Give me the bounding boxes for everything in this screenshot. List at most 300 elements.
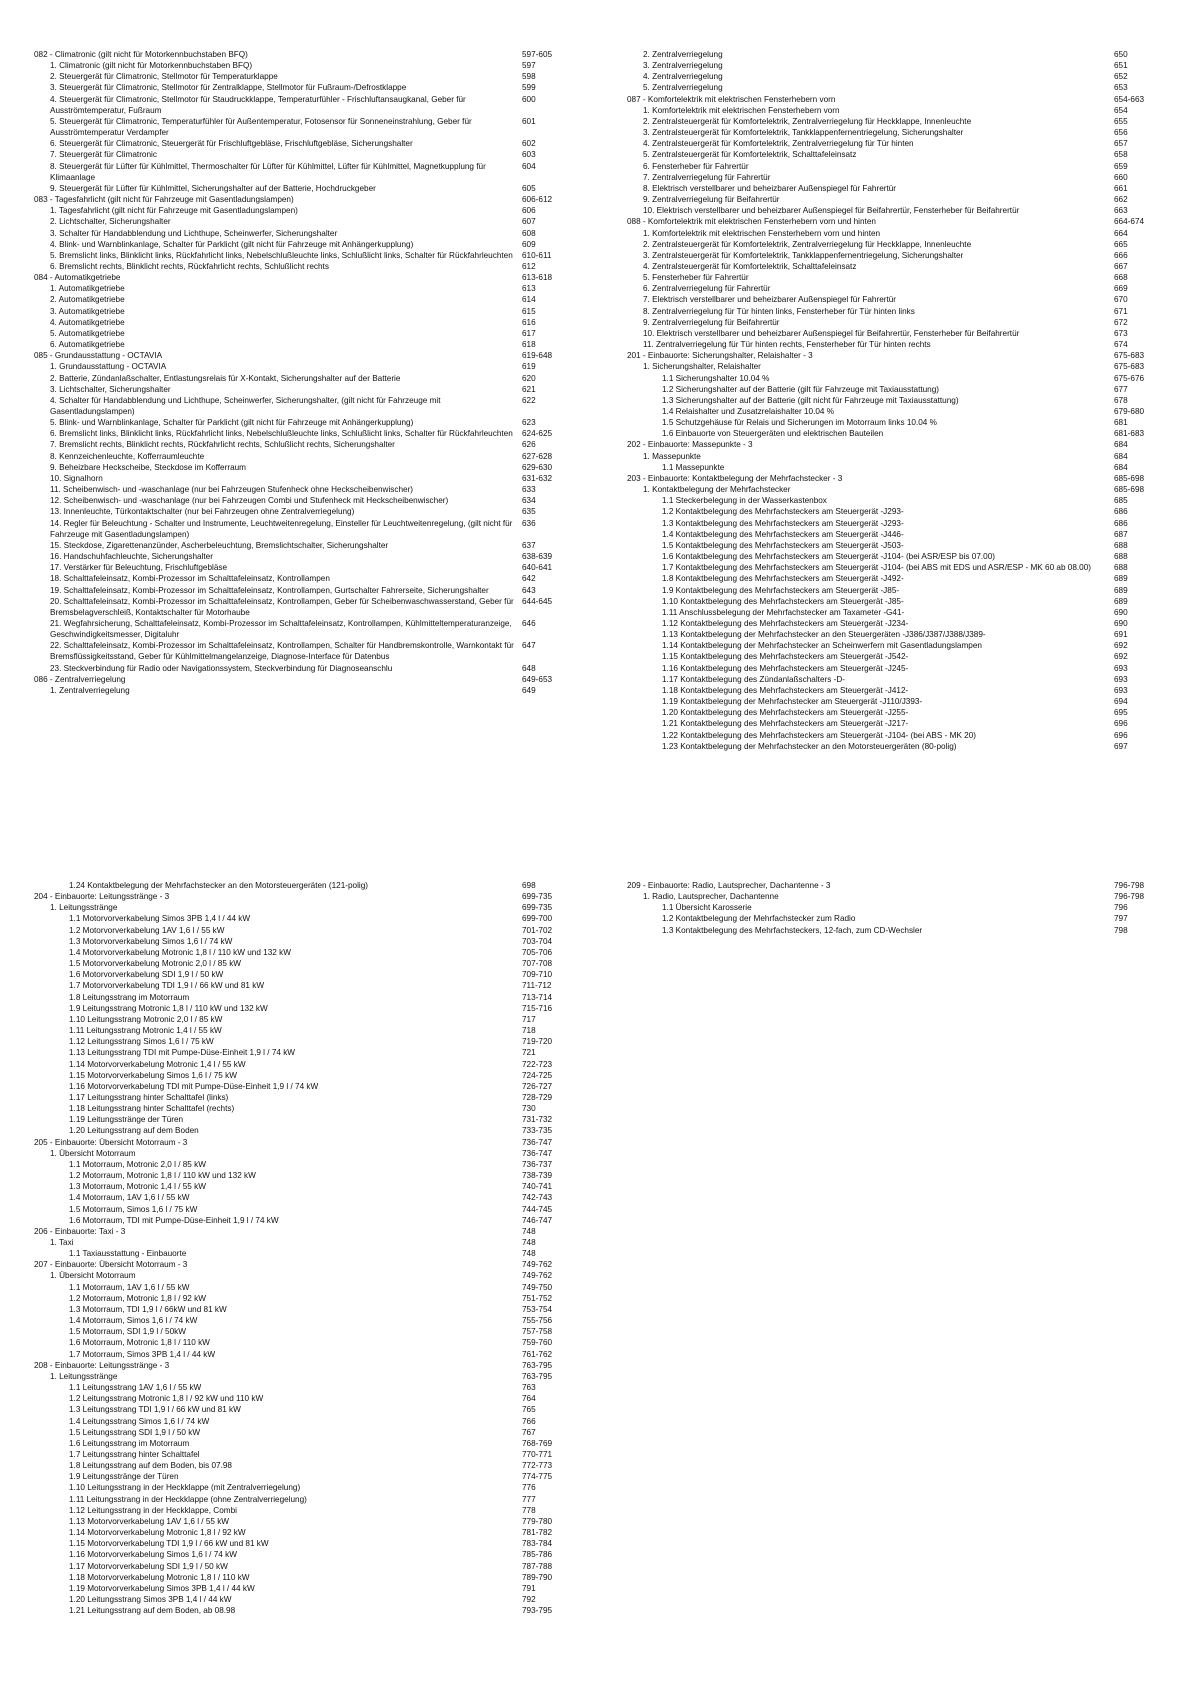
toc-entry-title: 1.21 Leitungsstrang auf dem Boden, ab 08.98 xyxy=(69,1606,236,1616)
toc-entry-title: 1.3 Motorvorverkabelung Simos 1,6 l / 74 kW xyxy=(69,936,233,946)
toc-entry-pages: 653 xyxy=(1114,83,1128,93)
toc-entry-title: 1.18 Leitungsstrang hinter Schalttafel (rechts) xyxy=(69,1104,235,1114)
toc-entry-pages: 797 xyxy=(1114,914,1128,924)
toc-entry-title: 1.10 Kontaktbelegung des Mehrfachsteckers am Steuergerät -J85- xyxy=(662,596,904,606)
toc-entry-row xyxy=(34,1282,564,1293)
toc-entry-pages: 654 xyxy=(1114,105,1128,115)
toc-entry-row xyxy=(627,317,1157,328)
toc-entry-title: 1.16 Motorvorverkabelung TDI mit Pumpe-Düse-Einheit 1,9 l / 74 kW xyxy=(69,1081,319,1091)
toc-entry-title: 1.3 Sicherungshalter auf der Batterie (gilt nicht für Fahrzeuge mit Taxiausstattung) xyxy=(662,395,959,405)
toc-entry-row xyxy=(34,540,564,551)
toc-entry-pages: 612 xyxy=(522,261,536,271)
toc-entry-pages: 665 xyxy=(1114,239,1128,249)
toc-entry-row xyxy=(627,306,1157,317)
toc-entry-title: 6. Bremslicht links, Blinklicht links, Rückfahrlicht links, Nebelschlußleuchte links, Schlußlicht links, Schalter für Rückfahrleuchten xyxy=(50,429,513,439)
toc-entry-pages: 618 xyxy=(522,340,536,350)
toc-entry-pages: 626 xyxy=(522,440,536,450)
toc-entry-row xyxy=(34,1438,564,1449)
toc-entry-title: 1.10 Leitungsstrang in der Heckklappe (mit Zentralverriegelung) xyxy=(69,1483,301,1493)
toc-entry-title: 1.19 Kontaktbelegung der Mehrfachstecker am Steuergerät -J110/J393- xyxy=(662,697,923,707)
toc-entry-title: 1.4 Leitungsstrang Simos 1,6 l / 74 kW xyxy=(69,1416,210,1426)
toc-entry-pages: 603 xyxy=(522,150,536,160)
toc-entry-row xyxy=(34,1505,564,1516)
toc-entry-pages: 738-739 xyxy=(522,1171,553,1181)
toc-entry-title: 1.14 Motorvorverkabelung Motronic 1,4 l / 55 kW xyxy=(69,1059,246,1069)
toc-entry-row xyxy=(34,1337,564,1348)
toc-entry-title: 084 - Automatikgetriebe xyxy=(34,273,121,283)
toc-entry-pages: 661 xyxy=(1114,183,1128,193)
toc-entry-pages: 627-628 xyxy=(522,451,553,461)
toc-entry-pages: 654-663 xyxy=(1114,94,1145,104)
toc-entry-title: 1.7 Motorvorverkabelung TDI 1,9 l / 66 kW und 81 kW xyxy=(69,981,265,991)
toc-entry-title: 1. Taxi xyxy=(50,1238,74,1247)
toc-entry-pages: 751-752 xyxy=(522,1293,553,1303)
toc-entry-title: 087 - Komfortelektrik mit elektrischen Fensterhebern vorn xyxy=(627,94,836,104)
toc-entry-title: 1.3 Motorraum, Motronic 1,4 l / 55 kW xyxy=(69,1182,206,1192)
toc-entry-title: 1.1 Leitungsstrang 1AV 1,6 l / 55 kW xyxy=(69,1383,202,1393)
toc-entry-pages: 764 xyxy=(522,1394,536,1404)
toc-entry-title: 1.11 Anschlussbelegung der Mehrfachstecker am Taxameter -G41- xyxy=(662,607,905,617)
toc-entry-row xyxy=(34,1293,564,1304)
toc-entry-pages: 635 xyxy=(522,507,536,517)
toc-entry-row xyxy=(627,718,1157,729)
toc-entry-title: 23. Steckverbindung für Radio oder Navigationssystem, Steckverbindung für Diagnoseanschlu xyxy=(50,663,393,673)
toc-entry-pages: 664-674 xyxy=(1114,217,1145,227)
toc-entry-pages: 763 xyxy=(522,1383,536,1393)
toc-entry-row xyxy=(627,194,1157,205)
toc-entry-row xyxy=(34,1114,564,1125)
toc-entry-row xyxy=(627,596,1157,607)
toc-entry-pages: 721 xyxy=(522,1048,536,1058)
toc-entry-row xyxy=(627,239,1157,250)
toc-entry-title: 1.5 Motorraum, Simos 1,6 l / 75 kW xyxy=(69,1204,198,1214)
toc-entry-title: 1.1 Sicherungshalter 10.04 % xyxy=(662,373,770,383)
toc-entry-pages: 781-782 xyxy=(522,1528,553,1538)
toc-entry-title: 1.3 Motorraum, TDI 1,9 l / 66kW und 81 kW xyxy=(69,1304,227,1314)
toc-entry-pages: 668 xyxy=(1114,273,1128,283)
toc-entry-row xyxy=(34,239,564,250)
toc-entry-pages: 677 xyxy=(1114,384,1128,394)
toc-entry-pages: 693 xyxy=(1114,674,1128,684)
toc-entry-row xyxy=(34,495,564,506)
toc-section-row xyxy=(34,350,564,361)
toc-entry-pages: 783-784 xyxy=(522,1539,553,1549)
toc-entry-title: 1.2 Motorraum, Motronic 1,8 l / 92 kW xyxy=(69,1293,206,1303)
toc-entry-title: 1.1 Taxiausstattung - Einbauorte xyxy=(69,1249,187,1259)
toc-entry-pages: 711-712 xyxy=(522,981,552,991)
toc-entry-row xyxy=(627,462,1157,473)
toc-entry-title: 1.4 Relaishalter und Zusatzrelaishalter 10.04 % xyxy=(662,407,835,416)
toc-entry-title: 205 - Einbauorte: Übersicht Motorraum - 3 xyxy=(34,1137,188,1147)
toc-entry-pages: 601 xyxy=(522,116,536,126)
toc-entry-title: 7. Steuergerät für Climatronic xyxy=(50,150,157,160)
toc-entry-pages: 664 xyxy=(1114,228,1128,238)
toc-entry-row xyxy=(627,272,1157,283)
toc-panel-top-left xyxy=(34,49,564,809)
toc-entry-pages: 678 xyxy=(1114,395,1128,405)
toc-entry-title: 1.6 Leitungsstrang im Motorraum xyxy=(69,1438,190,1448)
toc-entry-title: 2. Steuergerät für Climatronic, Stellmotor für Temperaturklappe xyxy=(50,72,278,82)
toc-entry-row xyxy=(627,529,1157,540)
toc-entry-title: 1.15 Motorvorverkabelung Simos 1,6 l / 75 kW xyxy=(69,1070,237,1080)
toc-entry-pages: 687 xyxy=(1114,529,1128,539)
toc-entry-pages: 699-735 xyxy=(522,892,553,902)
toc-entry-pages: 757-758 xyxy=(522,1327,553,1337)
toc-entry-pages: 777 xyxy=(522,1494,536,1504)
toc-entry-row xyxy=(34,451,564,462)
toc-entry-title: 8. Steuergerät für Lüfter für Kühlmittel, Thermoschalter für Lüfter für Kühlmittel, Lüfter für Kühlmittel, Magnetkupplung für Klimaanlage xyxy=(50,161,486,182)
toc-entry-row xyxy=(34,339,564,350)
toc-entry-pages: 658 xyxy=(1114,150,1128,160)
toc-entry-pages: 656 xyxy=(1114,128,1128,138)
toc-entry-title: 085 - Grundausstattung - OCTAVIA xyxy=(34,351,163,361)
toc-entry-title: 13. Innenleuchte, Türkontaktschalter (nur bei Fahrzeugen ohne Zentralverriegelung) xyxy=(50,507,355,517)
toc-entry-pages: 675-683 xyxy=(1114,351,1145,361)
toc-entry-title: 1. Leitungsstränge xyxy=(50,903,118,913)
toc-entry-row xyxy=(34,283,564,294)
toc-entry-row xyxy=(34,395,564,417)
toc-entry-row xyxy=(34,1248,564,1259)
toc-entry-row xyxy=(34,1181,564,1192)
toc-entry-title: 2. Batterie, Zündanlaßschalter, Entlastungsrelais für X-Kontakt, Sicherungshalter auf der Batterie xyxy=(50,373,401,383)
toc-entry-pages: 692 xyxy=(1114,652,1128,662)
toc-entry-row xyxy=(34,562,564,573)
toc-entry-pages: 659 xyxy=(1114,161,1128,171)
toc-entry-row xyxy=(34,1025,564,1036)
toc-entry-row xyxy=(627,250,1157,261)
toc-section-row xyxy=(34,49,564,60)
toc-entry-pages: 796-798 xyxy=(1114,892,1145,902)
toc-entry-title: 6. Steuergerät für Climatronic, Steuergerät für Frischluftgebläse, Frischluftgebläse, Sicherungshalter xyxy=(50,139,413,149)
toc-entry-title: 1.22 Kontaktbelegung des Mehrfachsteckers am Steuergerät -J104- (bei ABS - MK 20) xyxy=(662,730,977,740)
toc-entry-pages: 655 xyxy=(1114,116,1128,126)
toc-entry-pages: 724-725 xyxy=(522,1070,553,1080)
toc-entry-pages: 749-762 xyxy=(522,1260,553,1270)
toc-entry-pages: 624-625 xyxy=(522,429,553,439)
toc-entry-pages: 749-762 xyxy=(522,1271,553,1281)
toc-entry-row xyxy=(627,417,1157,428)
toc-entry-pages: 793-795 xyxy=(522,1606,553,1616)
toc-entry-row xyxy=(627,71,1157,82)
toc-entry-title: 1. Climatronic (gilt nicht für Motorkennbuchstaben BFQ) xyxy=(50,61,253,71)
toc-entry-row xyxy=(627,495,1157,506)
toc-entry-title: 1.8 Leitungsstrang im Motorraum xyxy=(69,992,190,1002)
toc-entry-title: 4. Schalter für Handabblendung und Lichthupe, Scheinwerfer, Sicherungshalter, (gilt nicht für Fahrzeuge mit Gasentladungslampen) xyxy=(50,395,441,416)
toc-entry-row xyxy=(627,562,1157,573)
toc-entry-row xyxy=(34,1315,564,1326)
toc-entry-pages: 648 xyxy=(522,663,536,673)
toc-entry-pages: 693 xyxy=(1114,685,1128,695)
toc-entry-title: 1.5 Kontaktbelegung des Mehrfachsteckers am Steuergerät -J503- xyxy=(662,540,904,550)
toc-entry-pages: 616 xyxy=(522,317,536,327)
toc-entry-title: 1.3 Leitungsstrang TDI 1,9 l / 66 kW und 81 kW xyxy=(69,1405,241,1415)
toc-entry-row xyxy=(34,1003,564,1014)
toc-entry-row xyxy=(627,913,1157,924)
toc-entry-title: 1. Übersicht Motorraum xyxy=(50,1148,136,1158)
toc-entry-title: 3. Zentralsteuergerät für Komfortelektrik, Tankklappenfernentriegelung, Sicherungshalter xyxy=(643,128,964,138)
toc-entry-pages: 613 xyxy=(522,284,536,294)
toc-entry-row xyxy=(34,506,564,517)
toc-section-row xyxy=(627,350,1157,361)
toc-entry-pages: 633 xyxy=(522,485,536,495)
toc-entry-pages: 697 xyxy=(1114,741,1128,751)
toc-entry-title: 10. Signalhorn xyxy=(50,473,103,483)
toc-entry-row xyxy=(34,94,564,116)
toc-entry-row xyxy=(627,339,1157,350)
toc-section-row xyxy=(627,439,1157,450)
toc-entry-title: 1.5 Leitungsstrang SDI 1,9 l / 50 kW xyxy=(69,1427,201,1437)
toc-entry-title: 1.8 Kontaktbelegung des Mehrfachsteckers am Steuergerät -J492- xyxy=(662,574,904,584)
toc-entry-title: 1. Übersicht Motorraum xyxy=(50,1271,136,1281)
toc-entry-pages: 703-704 xyxy=(522,936,553,946)
toc-entry-pages: 686 xyxy=(1114,518,1128,528)
toc-entry-pages: 695 xyxy=(1114,708,1128,718)
toc-entry-title: 1.4 Motorraum, 1AV 1,6 l / 55 kW xyxy=(69,1193,190,1203)
toc-entry-pages: 699-735 xyxy=(522,903,553,913)
toc-entry-title: 18. Schalttafeleinsatz, Kombi-Prozessor im Schalttafeleinsatz, Kontrollampen xyxy=(50,574,330,584)
toc-entry-row xyxy=(627,551,1157,562)
toc-entry-title: 083 - Tagesfahrlicht (gilt nicht für Fahrzeuge mit Gasentladungslampen) xyxy=(34,195,294,205)
toc-entry-row xyxy=(34,1471,564,1482)
toc-entry-title: 6. Bremslicht rechts, Blinklicht rechts, Rückfahrlicht rechts, Schlußlicht rechts xyxy=(50,261,329,271)
toc-entry-title: 15. Steckdose, Zigarettenanzünder, Ascherbeleuchtung, Bremslichtschalter, Sicherungshalter xyxy=(50,540,389,550)
toc-entry-pages: 613-618 xyxy=(522,273,553,283)
toc-entry-pages: 699-700 xyxy=(522,914,553,924)
toc-entry-title: 1.9 Leitungsstrang Motronic 1,8 l / 110 kW und 132 kW xyxy=(69,1003,268,1013)
toc-entry-title: 1.6 Motorraum, Motronic 1,8 l / 110 kW xyxy=(69,1338,210,1348)
toc-entry-row xyxy=(34,216,564,227)
toc-entry-title: 1.20 Leitungsstrang Simos 3PB 1,4 l / 44 kW xyxy=(69,1595,232,1604)
toc-entry-pages: 767 xyxy=(522,1427,536,1437)
toc-entry-row xyxy=(34,82,564,93)
toc-entry-pages: 730 xyxy=(522,1104,536,1114)
toc-entry-pages: 617 xyxy=(522,328,536,338)
toc-entry-title: 3. Zentralsteuergerät für Komfortelektrik, Tankklappenfernentriegelung, Sicherungshalter xyxy=(643,250,964,260)
toc-entry-row xyxy=(627,428,1157,439)
toc-entry-pages: 688 xyxy=(1114,552,1128,562)
toc-entry-pages: 755-756 xyxy=(522,1316,553,1326)
toc-entry-row xyxy=(34,228,564,239)
toc-entry-pages: 785-786 xyxy=(522,1550,553,1560)
toc-entry-title: 1.5 Schutzgehäuse für Relais und Sicherungen im Motorraum links 10.04 % xyxy=(662,418,937,428)
toc-entry-title: 9. Zentralverriegelung für Beifahrertür xyxy=(643,317,780,327)
toc-entry-row xyxy=(34,428,564,439)
toc-entry-row xyxy=(34,361,564,372)
toc-entry-pages: 759-760 xyxy=(522,1338,553,1348)
toc-entry-pages: 789-790 xyxy=(522,1572,553,1582)
toc-entry-row xyxy=(34,462,564,473)
toc-entry-row xyxy=(34,936,564,947)
toc-entry-row xyxy=(627,384,1157,395)
toc-section-row xyxy=(34,272,564,283)
toc-entry-row xyxy=(34,980,564,991)
toc-entry-row xyxy=(34,1070,564,1081)
toc-entry-title: 1.1 Übersicht Karosserie xyxy=(662,903,752,913)
toc-entry-row xyxy=(627,105,1157,116)
toc-entry-pages: 644-645 xyxy=(522,596,553,606)
toc-entry-title: 1.1 Motorvorverkabelung Simos 3PB 1,4 l / 44 kW xyxy=(69,914,251,924)
toc-entry-row xyxy=(627,651,1157,662)
toc-entry-title: 1.7 Kontaktbelegung des Mehrfachsteckers am Steuergerät -J104- (bei ABS mit EDS und ASR/ESP - MK 60 ab 08.00) xyxy=(662,563,1092,573)
toc-entry-pages: 663 xyxy=(1114,206,1128,216)
toc-entry-row xyxy=(627,696,1157,707)
toc-panel-bottom-right xyxy=(627,880,1157,1080)
toc-entry-pages: 604 xyxy=(522,161,536,171)
toc-entry-row xyxy=(627,361,1157,372)
toc-entry-pages: 660 xyxy=(1114,172,1128,182)
toc-entry-pages: 705-706 xyxy=(522,947,553,957)
toc-entry-title: 1. Zentralverriegelung xyxy=(50,685,130,695)
toc-entry-row xyxy=(34,1549,564,1560)
toc-entry-pages: 651 xyxy=(1114,61,1128,71)
toc-entry-pages: 598 xyxy=(522,72,536,82)
toc-entry-row xyxy=(627,484,1157,495)
toc-entry-pages: 685-698 xyxy=(1114,473,1145,483)
toc-entry-pages: 670 xyxy=(1114,295,1128,305)
toc-entry-pages: 647 xyxy=(522,641,536,651)
toc-entry-row xyxy=(34,317,564,328)
toc-entry-pages: 688 xyxy=(1114,540,1128,550)
toc-entry-title: 21. Wegfahrsicherung, Schalttafeleinsatz, Kombi-Prozessor im Schalttafeleinsatz, Kontrollampen, Kühlmitteltemperaturanzeige, Geschwindigkeitsmesser, Digitaluhr xyxy=(50,618,512,640)
toc-entry-row xyxy=(627,451,1157,462)
toc-entry-row xyxy=(34,618,564,640)
toc-entry-title: 1.19 Leitungsstränge der Türen xyxy=(69,1115,184,1125)
toc-entry-pages: 631-632 xyxy=(522,473,553,483)
toc-entry-row xyxy=(34,1125,564,1136)
toc-section-row xyxy=(34,1259,564,1270)
toc-entry-title: 208 - Einbauorte: Leitungsstränge - 3 xyxy=(34,1360,170,1370)
toc-entry-pages: 615 xyxy=(522,306,536,316)
toc-entry-pages: 605 xyxy=(522,183,536,193)
toc-entry-row xyxy=(627,82,1157,93)
toc-entry-title: 8. Zentralverriegelung für Tür hinten links, Fensterheber für Tür hinten links xyxy=(643,306,915,316)
toc-entry-pages: 614 xyxy=(522,295,536,305)
toc-entry-row xyxy=(627,902,1157,913)
toc-panel-bottom-left xyxy=(34,880,564,1660)
toc-entry-row xyxy=(34,663,564,674)
toc-entry-title: 3. Schalter für Handabblendung und Lichthupe, Scheinwerfer, Sicherungshalter xyxy=(50,228,338,238)
toc-entry-pages: 772-773 xyxy=(522,1461,553,1471)
toc-entry-title: 201 - Einbauorte: Sicherungshalter, Relaishalter - 3 xyxy=(627,351,813,361)
toc-entry-pages: 792 xyxy=(522,1595,536,1604)
toc-entry-pages: 637 xyxy=(522,540,536,550)
toc-entry-pages: 623 xyxy=(522,418,536,428)
toc-entry-title: 1.15 Motorvorverkabelung TDI 1,9 l / 66 kW und 81 kW xyxy=(69,1539,269,1549)
toc-entry-pages: 748 xyxy=(522,1226,536,1236)
toc-entry-pages: 778 xyxy=(522,1505,536,1515)
toc-entry-title: 1. Grundausstattung - OCTAVIA xyxy=(50,362,167,372)
toc-entry-row xyxy=(627,373,1157,384)
toc-entry-pages: 689 xyxy=(1114,585,1128,595)
toc-entry-pages: 643 xyxy=(522,585,536,595)
toc-entry-title: 1. Massepunkte xyxy=(643,451,701,461)
toc-entry-pages: 796-798 xyxy=(1114,881,1145,890)
toc-entry-pages: 657 xyxy=(1114,139,1128,149)
toc-entry-row xyxy=(34,1460,564,1471)
toc-entry-pages: 600 xyxy=(522,94,536,104)
toc-entry-row xyxy=(627,640,1157,651)
toc-entry-pages: 672 xyxy=(1114,317,1128,327)
toc-entry-title: 17. Verstärker für Beleuchtung, Frischluftgebläse xyxy=(50,563,228,573)
toc-entry-row xyxy=(34,880,564,891)
toc-section-row xyxy=(34,891,564,902)
toc-entry-pages: 671 xyxy=(1114,306,1128,316)
toc-entry-pages: 746-747 xyxy=(522,1215,553,1225)
toc-entry-row xyxy=(627,283,1157,294)
toc-entry-row xyxy=(34,1215,564,1226)
toc-entry-row xyxy=(34,473,564,484)
toc-entry-pages: 698 xyxy=(522,881,536,890)
toc-entry-pages: 748 xyxy=(522,1238,536,1247)
toc-entry-pages: 669 xyxy=(1114,284,1128,294)
toc-entry-pages: 749-750 xyxy=(522,1282,553,1292)
toc-entry-pages: 736-747 xyxy=(522,1137,553,1147)
toc-entry-row xyxy=(34,1382,564,1393)
toc-entry-row xyxy=(627,183,1157,194)
toc-entry-title: 6. Fensterheber für Fahrertür xyxy=(643,161,749,171)
toc-entry-title: 206 - Einbauorte: Taxi - 3 xyxy=(34,1226,126,1236)
toc-entry-row xyxy=(34,439,564,450)
toc-entry-title: 1.13 Motorvorverkabelung 1AV 1,6 l / 55 kW xyxy=(69,1516,230,1526)
toc-section-row xyxy=(34,1137,564,1148)
toc-entry-row xyxy=(34,149,564,160)
toc-entry-row xyxy=(34,573,564,584)
toc-entry-pages: 696 xyxy=(1114,730,1128,740)
toc-entry-title: 1.3 Kontaktbelegung des Mehrfachsteckers, 12-fach, zum CD-Wechsler xyxy=(662,925,923,935)
toc-entry-row xyxy=(34,417,564,428)
toc-entry-title: 1.12 Leitungsstrang Simos 1,6 l / 75 kW xyxy=(69,1037,214,1047)
toc-entry-row xyxy=(34,1449,564,1460)
toc-entry-pages: 607 xyxy=(522,217,536,227)
toc-entry-pages: 649-653 xyxy=(522,674,553,684)
toc-entry-pages: 619-648 xyxy=(522,351,553,361)
toc-entry-row xyxy=(34,1270,564,1281)
toc-entry-row xyxy=(627,629,1157,640)
toc-entry-pages: 787-788 xyxy=(522,1561,553,1571)
toc-entry-title: 10. Elektrisch verstellbarer und beheizbarer Außenspiegel für Beifahrertür, Fensterheber für Beifahrertür xyxy=(643,206,1020,216)
toc-entry-title: 11. Zentralverriegelung für Tür hinten rechts, Fensterheber für Tür hinten rechts xyxy=(643,340,931,350)
toc-entry-title: 22. Schalttafeleinsatz, Kombi-Prozessor im Schalttafeleinsatz, Kontrollampen, Schalter für Handbremskontrolle, Warnkontakt für Bremsflüssigkeitsstand, Geber für Kühlmittelmangelanzeige, Diagnose-Interface für Datenbus xyxy=(50,641,514,662)
toc-entry-pages: 690 xyxy=(1114,607,1128,617)
toc-entry-row xyxy=(34,685,564,696)
toc-entry-pages: 715-716 xyxy=(522,1003,553,1013)
toc-entry-row xyxy=(34,205,564,216)
toc-entry-title: 1.1 Steckerbelegung in der Wasserkastenbox xyxy=(662,496,827,506)
toc-entry-pages: 675-683 xyxy=(1114,362,1145,372)
toc-entry-row xyxy=(34,1304,564,1315)
toc-entry-title: 19. Schalttafeleinsatz, Kombi-Prozessor im Schalttafeleinsatz, Kontrollampen, Gurtschalter Fahrerseite, Sicherungshalter xyxy=(50,585,489,595)
toc-entry-title: 1.19 Motorvorverkabelung Simos 3PB 1,4 l / 44 kW xyxy=(69,1583,255,1593)
toc-entry-title: 1.9 Leitungsstränge der Türen xyxy=(69,1472,179,1482)
toc-entry-pages: 726-727 xyxy=(522,1081,553,1091)
toc-entry-title: 1.17 Leitungsstrang hinter Schalttafel (links) xyxy=(69,1092,229,1102)
toc-panel-top-right xyxy=(627,49,1157,809)
toc-entry-row xyxy=(627,585,1157,596)
toc-entry-row xyxy=(34,484,564,495)
toc-entry-title: 2. Lichtschalter, Sicherungshalter xyxy=(50,217,171,227)
toc-entry-pages: 689 xyxy=(1114,596,1128,606)
toc-entry-title: 1.7 Leitungsstrang hinter Schalttafel xyxy=(69,1449,200,1459)
toc-entry-pages: 736-747 xyxy=(522,1148,553,1158)
toc-entry-title: 4. Steuergerät für Climatronic, Stellmotor für Staudruckklappe, Temperaturfühler - Frischluftansaugkanal, Geber für Ausströmtemperatur, Fußraum xyxy=(50,94,466,115)
toc-entry-pages: 636 xyxy=(522,518,536,528)
toc-entry-title: 1.5 Motorraum, SDI 1,9 l / 50kW xyxy=(69,1327,186,1337)
toc-entry-row xyxy=(627,395,1157,406)
toc-entry-title: 086 - Zentralverriegelung xyxy=(34,674,126,684)
toc-entry-title: 207 - Einbauorte: Übersicht Motorraum - 3 xyxy=(34,1260,188,1270)
toc-entry-row xyxy=(34,1516,564,1527)
toc-entry-title: 1.16 Motorvorverkabelung Simos 1,6 l / 74 kW xyxy=(69,1550,237,1560)
